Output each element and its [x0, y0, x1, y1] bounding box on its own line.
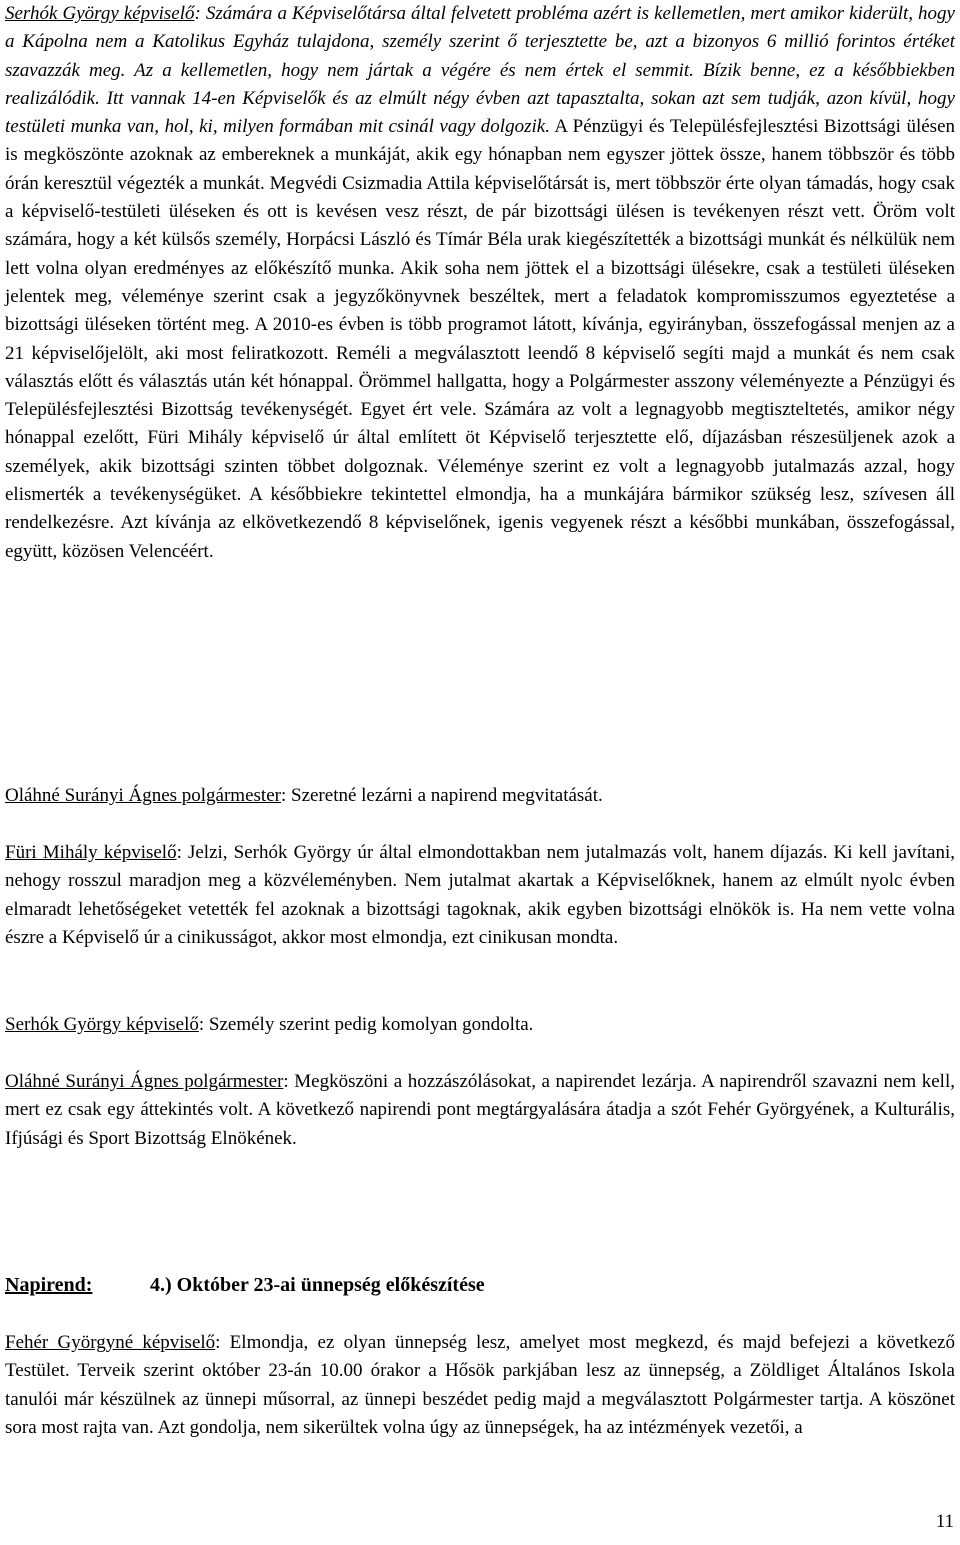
paragraph-furi — [5, 839, 955, 952]
speaker-name: Oláhné Surányi Ágnes polgármester — [5, 785, 281, 806]
paragraph-olahne-2 — [5, 1068, 955, 1153]
page-number: 11 — [935, 1511, 954, 1532]
paragraph-text: Szeretné lezárni a napirend megvitatását. — [286, 785, 603, 806]
speaker-colon: : — [176, 842, 182, 863]
speaker-colon: : — [215, 1332, 221, 1353]
speaker-name: Oláhné Surányi Ágnes polgármester — [5, 1071, 284, 1092]
paragraph-text: Jelzi, Serhók György úr által elmondottakban nem jutalmazás volt, hanem díjazás. Ki kell javítani, nehogy rosszul maradjon meg a közvéleményben. Nem jutalmat akartak a Képviselőknek, hanem az elmúlt nyolc évben elmaradt lehetőségeket vetették fel azoknak a bizottsági tagoknak, akik egyben bizottsági elnökök is. Ha nem vette volna észre a Képviselő úr a cinikusságot, akkor most elmondja, ezt cinikusan mondta. — [5, 842, 955, 948]
paragraph-text: Megköszöni a hozzászólásokat, a napirendet lezárja. A napirendről szavazni nem kell, mert ez csak egy áttekintés volt. A következő napirendi pont megtárgyalására átadja a szót Fehér Györgyének, a Kulturális, Ifjúsági és Sport Bizottság Elnökének. — [5, 1071, 955, 1149]
speaker-colon: : — [280, 785, 287, 806]
paragraph-serhok-2 — [5, 1011, 955, 1039]
paragraph-text: Elmondja, ez olyan ünnepség lesz, amelyet most megkezd, és majd befejezi a következő Testület. Terveik szerint október 23-án 10.00 órakor a Hősök parkjában lesz az ünnepség, a Zöldliget Általános Iskola tanulói már készülnek az ünnepi műsorral, az ünnepi beszédet pedig majd a megválasztott Polgármester tartja. A köszönet sora most rajta van. Azt gondolja, nem sikerültek volna úgy az ünnepségek, ha az intézmények vezetői, a — [5, 1332, 955, 1438]
agenda-label: Napirend: — [5, 1274, 93, 1296]
speaker-name: Serhók György képviselő — [5, 3, 195, 24]
paragraph-text: Személy szerint pedig komolyan gondolta. — [204, 1014, 534, 1035]
speaker-name: Serhók György képviselő — [5, 1014, 199, 1035]
paragraph-text: A Pénzügyi és Településfejlesztési Bizottsági ülésen is megköszönte azoknak az embereknek a munkáját, akik egy hónapban nem egyszer jöttek össze, hanem többször és több órán keresztül végezték a munkát. Megvédi Csizmadia Attila képviselőtársát is, mert többször érte olyan támadás, hogy csak a képviselő-testületi üléseken és ott is kevésen vesz részt, de pár bizottsági ülésen is tevékenyen részt vett. Öröm volt számára, hogy a két külsős személy, Horpácsi László és Tímár Béla urak kiegészítették a bizottsági munkát és nélkülük nem lett volna olyan eredményes az előkészítő munka. Akik soha nem jöttek el a bizottsági ülésekre, csak a testületi üléseken jelentek meg, véleménye szerint csak a jegyzőkönyvnek beszéltek, mert a feladatok kompromisszumos egyeztetése a bizottsági üléseken történt meg. A 2010-es évben is több programot látott, kívánja, egyirányban, összefogással menjen az a 21 képviselőjelölt, aki most feliratkozott. Reméli a megválasztott leendő 8 képviselő segíti majd a munkát és nem csak választás előtt és választás után két hónappal. Örömmel hallgatta, hogy a Polgármester asszony véleményezte a Pénzügyi és Településfejlesztési Bizottság tevékenységét. Egyet ért vele. Számára az volt a legnagyobb megtiszteltetés, amikor négy hónappal ezelőtt, Füri Mihály képviselő úr által említett öt Képviselő terjesztette elő, díjazásban részesüljenek azok a személyek, akik bizottsági szinten többet dolgoznak. Véleménye szerint ez volt a legnagyobb jutalmazás azzal, hogy elismerték a tevékenységüket. A későbbiekre tekintettel elmondja, ha a munkájára bármikor szükség lesz, szívesen áll rendelkezésre. Azt kívánja az elkövetkezendő 8 képviselőnek, igenis vegyenek részt a későbbi munkában, összefogással, együtt, közösen Velencéért. — [5, 116, 956, 562]
paragraph-olahne-1 — [5, 782, 955, 810]
speaker-colon: : — [198, 1014, 205, 1035]
speaker-colon: : — [283, 1071, 289, 1092]
speaker-colon: : — [194, 3, 201, 24]
paragraph-serhok-1 — [5, 0, 955, 566]
paragraph-text-italic: Számára a Képviselőtársa által felvetett probléma azért is kellemetlen, mert amikor kiderült, hogy a Kápolna nem a Katolikus Egyház tulajdona, személy szerint ő terjesztette be, azt a bizonyos 6 millió forintos értéket szavazzák meg. Az a kellemetlen, hogy nem jártak a végére és nem értek el semmit. Bízik benne, ez a későbbiekben realizálódik. Itt vannak 14-en Képviselők és az elmúlt négy évben azt tapasztalta, sokan azt sem tudják, azon kívül, hogy testületi munka van, hol, ki, milyen formában mit csinál vagy dolgozik. — [5, 3, 955, 138]
speaker-name: Fehér Györgyné képviselő — [5, 1332, 216, 1353]
paragraph-feher — [5, 1329, 955, 1442]
agenda-heading — [5, 1271, 485, 1299]
agenda-title: 4.) Október 23-ai ünnepség előkészítése — [150, 1274, 485, 1296]
speaker-name: Füri Mihály képviselő — [5, 842, 177, 863]
